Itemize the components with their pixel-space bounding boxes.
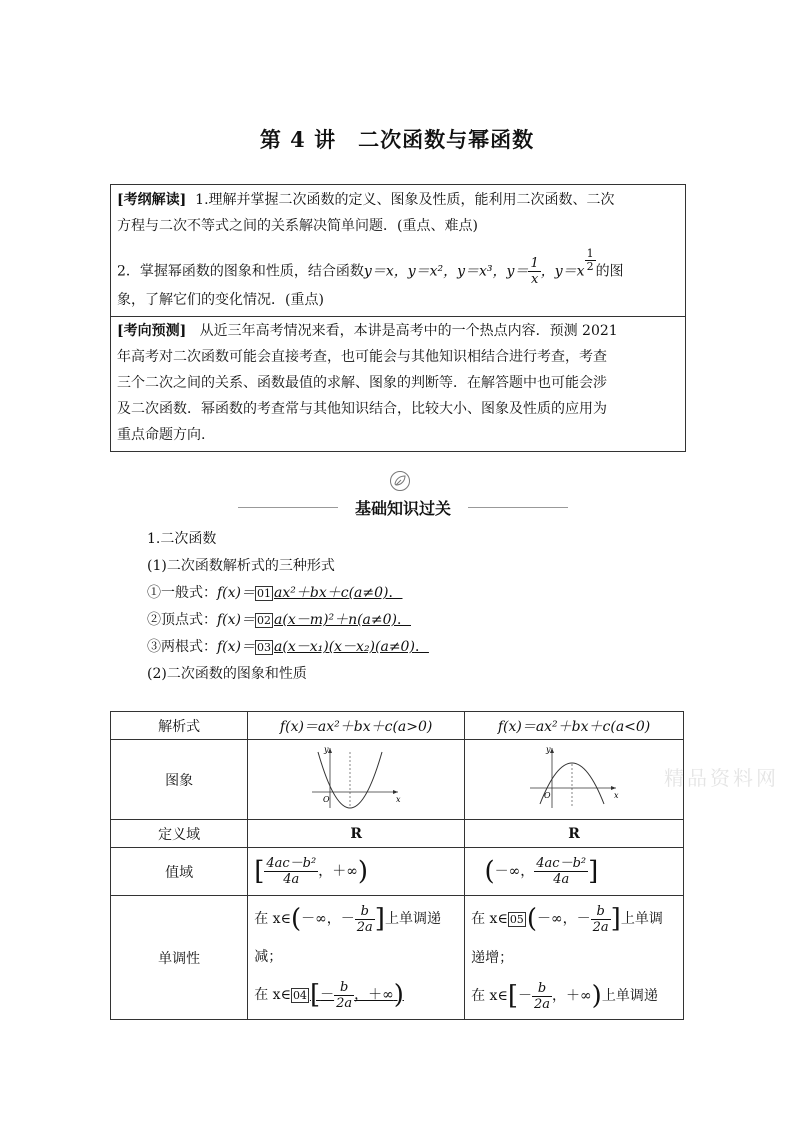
heading-quadratic: 1.二次函数 bbox=[147, 531, 217, 547]
origin-label: O bbox=[544, 790, 551, 800]
domain-value: R bbox=[465, 820, 684, 848]
range-value: [ $\frac{\text{4ac－b²}}{4a}$ ，＋∞) bbox=[248, 848, 465, 896]
answer-blank[interactable]: 02 bbox=[257, 614, 272, 627]
section-heading bbox=[238, 496, 568, 520]
leaf-badge-icon bbox=[389, 470, 411, 492]
forecast-tag: [考向预测] bbox=[117, 323, 187, 339]
syllabus-line-2: 方程与二次不等式之间的关系解决简单问题．(重点、难点) bbox=[117, 218, 478, 234]
header-cell: 解析式 bbox=[111, 712, 248, 740]
row-label: 单调性 bbox=[111, 896, 248, 1020]
downward-parabola-graph bbox=[524, 744, 624, 812]
forecast-line-3: 三个二次之间的关系、函数最值的求解、图象的判断等．在解答题中也可能会涉 bbox=[117, 375, 607, 391]
rule-left bbox=[238, 507, 338, 508]
row-label: 图象 bbox=[111, 740, 248, 820]
page-title: 第 4 讲 二次函数与幂函数 bbox=[259, 127, 535, 152]
table-row bbox=[111, 712, 684, 740]
answer-blank[interactable]: 01 bbox=[257, 587, 272, 600]
form-vertex: ②顶点式：f(x)＝ 02 a(x－m)²＋n(a≠0)． bbox=[147, 612, 411, 628]
row-label: 值域 bbox=[111, 848, 248, 896]
table-row bbox=[111, 896, 684, 1020]
table-row bbox=[111, 820, 684, 848]
row-label: 定义域 bbox=[111, 820, 248, 848]
domain-value: R bbox=[248, 820, 465, 848]
form-general: ①一般式：f(x)＝ 01 ax²＋bx＋c(a≠0)． bbox=[147, 585, 403, 601]
watermark: 精品资料网 bbox=[664, 766, 779, 790]
box-divider bbox=[111, 316, 685, 317]
forecast-line-5: 重点命题方向. bbox=[117, 427, 206, 443]
graph-cell bbox=[465, 740, 684, 820]
forecast-line-2: 年高考对二次函数可能会直接考查，也可能会与其他知识相结合进行考查，考查 bbox=[117, 349, 607, 365]
section-heading-text: 基础知识过关 bbox=[354, 499, 451, 518]
answer-blank[interactable]: 04 bbox=[292, 989, 307, 1002]
properties-table bbox=[110, 711, 684, 1020]
exponent-fraction: $\frac{1}{2}$ bbox=[586, 247, 594, 273]
upward-parabola-graph bbox=[306, 744, 406, 812]
header-cell: f(x)＝ax²＋bx＋c(a<0) bbox=[465, 712, 684, 740]
syllabus-box bbox=[110, 184, 686, 452]
origin-label: O bbox=[323, 794, 330, 804]
graph-cell bbox=[248, 740, 465, 820]
answer-blank[interactable]: 05 bbox=[509, 913, 524, 926]
syllabus-line-1: [考纲解读] 1.理解并掌握二次函数的定义、图象及性质，能利用二次函数、二次 bbox=[117, 192, 615, 208]
syllabus-line-4: 象，了解它们的变化情况．(重点) bbox=[117, 292, 324, 308]
table-row bbox=[111, 848, 684, 896]
table-row bbox=[111, 740, 684, 820]
monotonicity-value: 在 x∈(－∞，－ $\frac{b}{2a}$ ]上单调递 减； 在 x∈ 04 [－ $\frac{b}{2a}$ ，＋∞) bbox=[248, 896, 465, 1020]
heading-forms: (1)二次函数解析式的三种形式 bbox=[147, 558, 335, 574]
rule-right bbox=[468, 507, 568, 508]
syllabus-tag: [考纲解读] bbox=[117, 192, 187, 208]
forecast-line-4: 及二次函数．幂函数的考查常与其他知识结合，比较大小、图象及性质的应用为 bbox=[117, 401, 607, 417]
header-cell: f(x)＝ax²＋bx＋c(a>0) bbox=[248, 712, 465, 740]
axis-label-x: x bbox=[396, 794, 401, 804]
axis-label-x: x bbox=[614, 790, 619, 800]
form-roots: ③两根式：f(x)＝ 03 a(x－x₁)(x－x₂)(a≠0)． bbox=[147, 639, 429, 655]
axis-label-y: y bbox=[546, 744, 551, 754]
forecast-line-1: [考向预测] 从近三年高考情况来看，本讲是高考中的一个热点内容．预测 2021 bbox=[117, 323, 618, 339]
range-value: (－∞， $\frac{\text{4ac－b²}}{4a}$ ] bbox=[465, 848, 684, 896]
axis-label-y: y bbox=[324, 744, 329, 754]
syllabus-line-3: 2．掌握幂函数的图象和性质，结合函数y＝x，y＝x²，y＝x³，y＝ $\frac{1}{x}$ ，y＝x $\frac{1}{2}$ 的图 bbox=[117, 247, 624, 288]
heading-graph-props: (2)二次函数的图象和性质 bbox=[147, 666, 307, 682]
monotonicity-value: 在 x∈ 05 (－∞，－ $\frac{b}{2a}$ ]上单调 递增； 在 x∈[－ $\frac{b}{2a}$ ，＋∞)上单调递 bbox=[465, 896, 684, 1020]
fraction: $\frac{1}{x}$ bbox=[530, 256, 539, 288]
answer-blank[interactable]: 03 bbox=[257, 641, 272, 654]
